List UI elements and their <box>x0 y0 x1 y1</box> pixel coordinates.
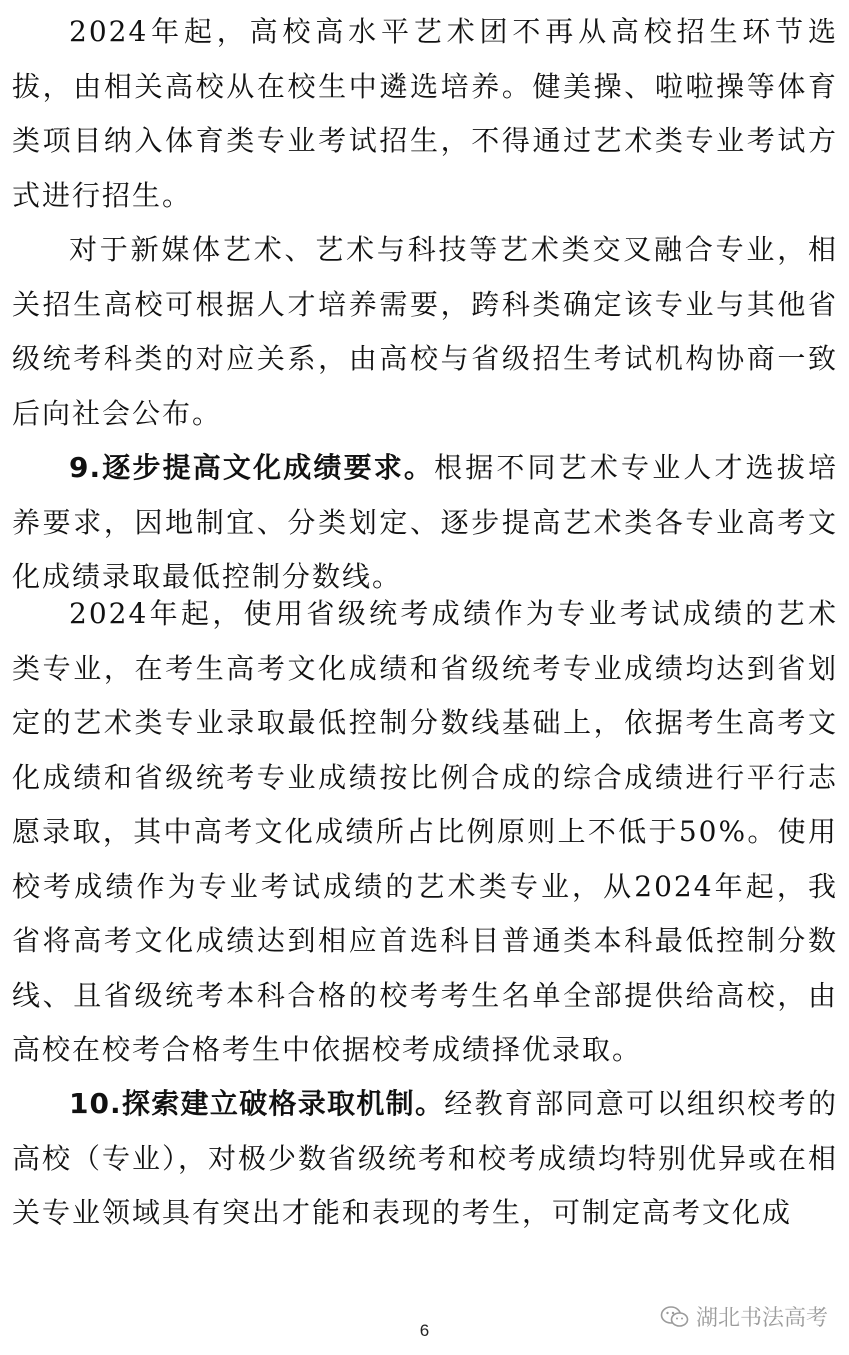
watermark <box>660 1301 828 1332</box>
paragraph-text: 根据不同艺术专业人才选拔培养要求，因地制宜、分类划定、逐步提高艺术类各专业高考文化成绩录取最低控制分数线。 <box>12 451 838 593</box>
wechat-icon <box>660 1305 690 1329</box>
watermark-text: 湖北书法高考 <box>696 1306 829 1331</box>
paragraph-section-9 <box>12 441 838 605</box>
page-number: 6 <box>419 1321 430 1340</box>
paragraph-text: 2024年起，高校高水平艺术团不再从高校招生环节选拔，由相关高校从在校生中遴选培养。健美操、啦啦操等体育类项目纳入体育类专业考试招生，不得通过艺术类专业考试方式进行招生。 <box>12 15 838 212</box>
paragraph-section-10 <box>12 1077 838 1241</box>
paragraph-cross-discipline <box>12 223 838 441</box>
paragraph-score-ratio <box>12 587 838 1078</box>
section-heading: 9.逐步提高文化成绩要求。 <box>69 451 435 484</box>
paragraph-art-troupe <box>12 5 838 223</box>
paragraph-text: 对于新媒体艺术、艺术与科技等艺术类交叉融合专业，相关招生高校可根据人才培养需要，跨科类确定该专业与其他省级统考科类的对应关系，由高校与省级招生考试机构协商一致后向社会公布。 <box>12 233 838 430</box>
paragraph-text: 2024年起，使用省级统考成绩作为专业考试成绩的艺术类专业，在考生高考文化成绩和省级统考专业成绩均达到省划定的艺术类专业录取最低控制分数线基础上，依据考生高考文化成绩和省级统考专业成绩按比例合成的综合成绩进行平行志愿录取，其中高考文化成绩所占比例原则上不低于50%。使用校考成绩作为专业考试成绩的艺术类专业，从2024年起，我省将高考文化成绩达到相应首选科目普通类本科最低控制分数线、且省级统考本科合格的校考考生名单全部提供给高校，由高校在校考合格考生中依据校考成绩择优录取。 <box>12 597 838 1066</box>
paragraph-text: 经教育部同意可以组织校考的高校（专业），对极少数省级统考和校考成绩均特别优异或在相关专业领域具有突出才能和表现的考生，可制定高考文化成 <box>12 1087 839 1229</box>
section-heading: 10.探索建立破格录取机制。 <box>69 1087 445 1120</box>
